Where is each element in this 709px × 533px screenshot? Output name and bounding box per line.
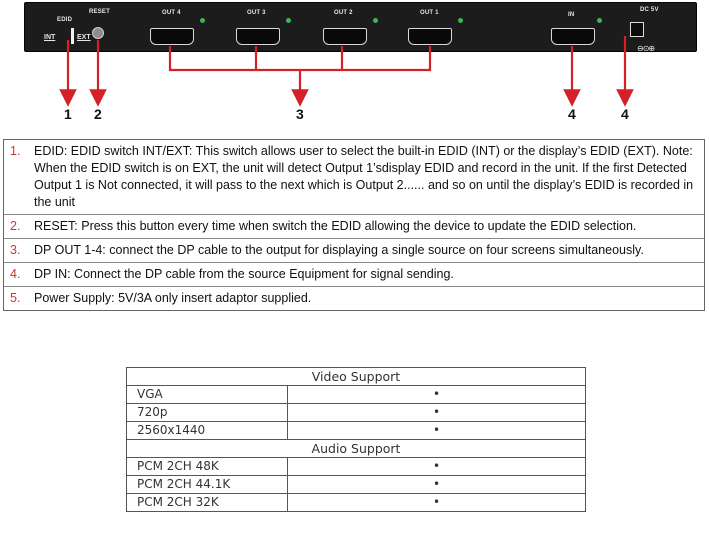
edid-label: EDID <box>57 17 73 23</box>
feature-text: RESET: Press this button every time when switch the EDID allowing the device to update the EDID selection. <box>34 219 637 233</box>
support-mark: • <box>288 458 586 476</box>
out4-label: OUT 4 <box>162 10 181 16</box>
edid-int-label: INT <box>44 34 56 41</box>
video-support-header: Video Support <box>127 368 586 386</box>
feature-number: 5. <box>10 291 21 305</box>
support-mark: • <box>288 404 586 422</box>
feature-text: DP IN: Connect the DP cable from the source Equipment for signal sending. <box>34 267 454 281</box>
callout-3: 3 <box>296 106 304 122</box>
table-row <box>127 404 586 422</box>
support-mark: • <box>288 422 586 440</box>
feature-number: 3. <box>10 243 21 257</box>
feature-text: Power Supply: 5V/3A only insert adaptor supplied. <box>34 291 312 305</box>
support-mark: • <box>288 476 586 494</box>
feature-text: DP OUT 1-4: connect the DP cable to the output for displaying a single source on four screens simultaneously. <box>34 243 644 257</box>
dc-label: DC 5V <box>640 7 659 13</box>
format-cell: PCM 2CH 44.1K <box>127 476 288 494</box>
feature-item-edid <box>4 140 704 215</box>
audio-support-header: Audio Support <box>127 440 586 458</box>
feature-item-power <box>4 287 704 310</box>
device-diagram <box>0 0 709 128</box>
format-cell: PCM 2CH 32K <box>127 494 288 512</box>
format-cell: VGA <box>127 386 288 404</box>
reset-label: RESET <box>89 9 111 15</box>
edid-ext-label: EXT <box>77 34 91 41</box>
out3-label: OUT 3 <box>247 10 266 16</box>
callout-lines <box>0 0 709 128</box>
table-row <box>127 386 586 404</box>
feature-number: 2. <box>10 219 21 233</box>
format-cell: 720p <box>127 404 288 422</box>
table-row <box>127 494 586 512</box>
support-table <box>126 367 586 512</box>
feature-item-dp-out <box>4 239 704 263</box>
dc-polarity-icon: ⊖⊙⊕ <box>637 44 655 53</box>
video-header-row <box>127 368 586 386</box>
feature-list <box>3 139 705 311</box>
callout-2: 2 <box>94 106 102 122</box>
out2-label: OUT 2 <box>334 10 353 16</box>
feature-number: 4. <box>10 267 21 281</box>
table-row <box>127 422 586 440</box>
callout-4-dc: 4 <box>621 106 629 122</box>
support-mark: • <box>288 494 586 512</box>
table-row <box>127 458 586 476</box>
out1-label: OUT 1 <box>420 10 439 16</box>
feature-text: EDID: EDID switch INT/EXT: This switch allows user to select the built-in EDID (INT) or the display’s EDID (EXT). Note: When the EDID switch is on EXT, the unit will detect Output 1’sdisplay EDID and record in the unit. If the first Detected Output 1 is Not connected, it will pass to the next which is Output 2...... and so on until the display’s EDID is recorded in the unit <box>34 144 694 209</box>
feature-item-dp-in <box>4 263 704 287</box>
in-label: IN <box>568 12 575 18</box>
callout-4-in: 4 <box>568 106 576 122</box>
table-row <box>127 476 586 494</box>
feature-item-reset <box>4 215 704 239</box>
feature-number: 1. <box>10 144 21 158</box>
callout-1: 1 <box>64 106 72 122</box>
support-mark: • <box>288 386 586 404</box>
format-cell: PCM 2CH 48K <box>127 458 288 476</box>
audio-header-row <box>127 440 586 458</box>
format-cell: 2560x1440 <box>127 422 288 440</box>
